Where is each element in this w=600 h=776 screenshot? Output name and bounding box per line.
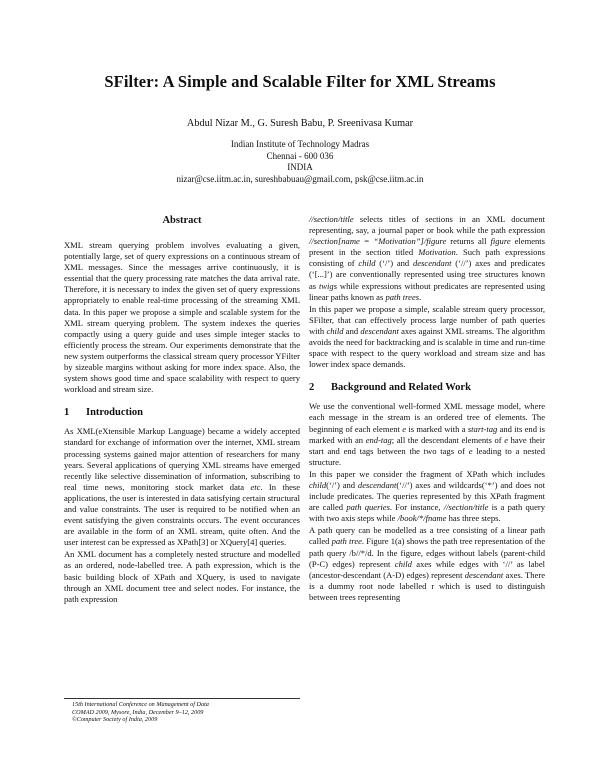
section-number: 1 xyxy=(64,407,70,419)
section-title: Background and Related Work xyxy=(331,382,471,394)
footnote-venue: COMAD 2009, Mysore, India, December 9–12, 2009 xyxy=(72,708,204,716)
conference-footnote xyxy=(64,698,300,724)
section-number: 2 xyxy=(309,382,315,394)
paper-title: SFilter: A Simple and Scalable Filter for XML Streams xyxy=(104,72,496,91)
paper-authors: Abdul Nizar M., G. Suresh Babu, P. Sreenivasa Kumar xyxy=(186,118,414,129)
footnote-copyright: ©Computer Society of India, 2009 xyxy=(72,716,158,724)
abstract-text: XML stream querying problem involves evaluating a given, potentially large, set of query expressions on a continuous stream of XML messages. Since the messages arrive continuously, it is essential that the query processing rate matches the data arrival rate. Therefore, it is necessary to index the given set of query expressions appropriately to enable real-time processing of the streaming XML data. In this paper we propose a simple and scalable system for the XML stream querying problem. The system indexes the queries compactly using a query guide and uses simple integer stacks to efficiently process the stream. Our experiments demonstrate that the new system outperforms the classical stream query processor YFilter by sizeable margins without asking for more index space. Also, the system shows good time and space scalability with respect to query workload and stream size. xyxy=(64,240,300,395)
abstract-heading: Abstract xyxy=(162,215,202,226)
affiliation-city: Chennai - 600 036 xyxy=(266,150,334,161)
affiliation-block xyxy=(40,139,560,185)
intro-paragraph-2-cont: //section/title selects titles of sections in an XML document representing, say, a journal paper or book while the path expression //section[name = “Motivation”]/figure returns all figure elements present in the section titled Motivation. Such path expressions consisting of child (‘/’) and descendant (‘//’) axes and predicates (‘[...]’) are conventionally represented using tree structures known as twigs while expressions without predicates are represented using linear paths known as path trees. xyxy=(309,214,545,302)
section-heading-introduction xyxy=(64,406,300,419)
affiliation-country: INDIA xyxy=(287,162,313,172)
intro-paragraph-2: An XML document has a completely nested structure and modelled as an ordered, node-labelled tree. A path expression, which is the basic building block of XPath and XQuery, is used to navigate through an XML document tree and select nodes. For instance, the path expression xyxy=(64,549,300,604)
affiliation-emails: nizar@cse.iitm.ac.in, sureshbabuau@gmail.com, psk@cse.iitm.ac.in xyxy=(176,173,424,184)
affiliation-institute: Indian Institute of Technology Madras xyxy=(230,139,370,149)
background-paragraph-2: In this paper we consider the fragment of XPath which includes child(‘/’) and descendant(‘//’) axes and wildcards(‘*’) and does not include predicates. The queries represented by this XPath fragment are called path queries. For instance, //section/title is a path query with two axis steps while /book/*/fname has three steps. xyxy=(309,468,546,524)
intro-paragraph-1: As XML(eXtensible Markup Language) became a widely accepted standard for exchange of information over the internet, XML stream processing systems gained major attention of researchers for many years. Several applications of querying XML streams have emerged recently like selective dissemination of information, subscribing to real time news, monitoring stock market data etc. In these applications, the user is interested in data satisfying certain structural and value constraints. The user is required to be notified when an event satisfying the given constraints occurs. The event occurances are available in the form of an XML stream, quite often. And the user interest can be expressed as XPath[3] or XQuery[4] queries. xyxy=(64,426,301,548)
section-heading-background xyxy=(309,381,545,394)
section-title: Introduction xyxy=(86,407,143,419)
footnote-conference: 15th International Conference on Management of Data xyxy=(72,701,209,708)
background-paragraph-1: We use the conventional well-formed XML message model, where each message in the stream is an ordered tree of elements. The beginning of each element e is marked with a start-tag and its end is marked with an end-tag; all the descendant elements of e have their start and end tags between the two tags of e leading to a nested structure. xyxy=(309,401,545,467)
intro-paragraph-3: In this paper we propose a simple, scalable stream query processor, SFilter, that can effectively process large number of path queries with child and descendant axes against XML streams. The algorithm avoids the need for backtracking and is scalable in time and run-time space with respect to the query workload and stream size and has lower index space demands. xyxy=(309,303,545,370)
left-column xyxy=(64,214,300,605)
background-paragraph-3: A path query can be modelled as a tree consisting of a linear path called path tree. Figure 1(a) shows the path tree representation of the path query /b//*/d. In the figure, edges without labels (parent-child (P-C) edges) represent child axes while edges with ‘//’ as label (ancestor-descendant (A-D) edges) represent descendant axes. There is a dummy root node labelled r which is used to distinguish between trees representing xyxy=(309,525,545,602)
right-column xyxy=(309,214,545,603)
